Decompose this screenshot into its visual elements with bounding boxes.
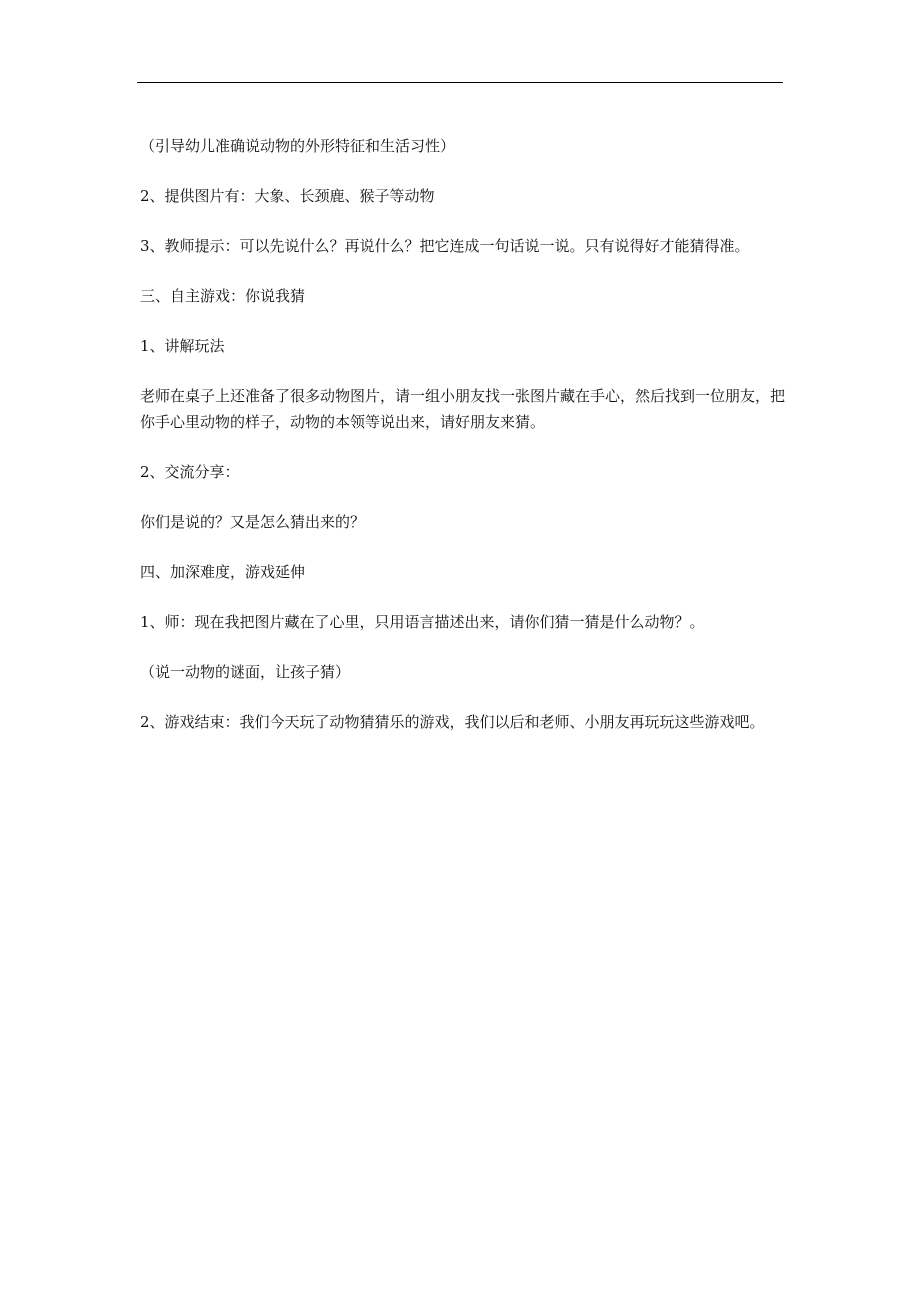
header-rule bbox=[137, 82, 783, 83]
paragraph-teacher-riddle: 1、师：现在我把图片藏在了心里，只用语言描述出来，请你们猜一猜是什么动物？。 bbox=[140, 613, 705, 631]
paragraph-explain-rules: 1、讲解玩法 bbox=[140, 337, 225, 355]
paragraph-riddle-note: （说一动物的谜面，让孩子猜） bbox=[140, 663, 351, 681]
document-body bbox=[140, 133, 786, 759]
paragraph-pictures: 2、提供图片有：大象、长颈鹿、猴子等动物 bbox=[140, 187, 435, 205]
paragraph-game-description: 老师在桌子上还准备了很多动物图片，请一组小朋友找一张图片藏在手心，然后找到一位朋友，把你手心里动物的样子，动物的本领等说出来，请好朋友来猜。 bbox=[140, 387, 786, 431]
section-heading-free-game: 三、自主游戏：你说我猜 bbox=[140, 287, 306, 305]
paragraph-teacher-hint: 3、教师提示：可以先说什么？再说什么？把它连成一句话说一说。只有说得好才能猜得准。 bbox=[140, 237, 750, 255]
paragraph-guide-note: （引导幼儿准确说动物的外形特征和生活习性） bbox=[140, 137, 456, 155]
section-heading-extension: 四、加深难度，游戏延伸 bbox=[140, 563, 306, 581]
paragraph-sharing-question: 你们是说的？又是怎么猜出来的？ bbox=[140, 513, 366, 531]
paragraph-sharing: 2、交流分享： bbox=[140, 463, 240, 481]
paragraph-game-end: 2、游戏结束：我们今天玩了动物猜猜乐的游戏，我们以后和老师、小朋友再玩玩这些游戏吧。 bbox=[140, 713, 765, 731]
